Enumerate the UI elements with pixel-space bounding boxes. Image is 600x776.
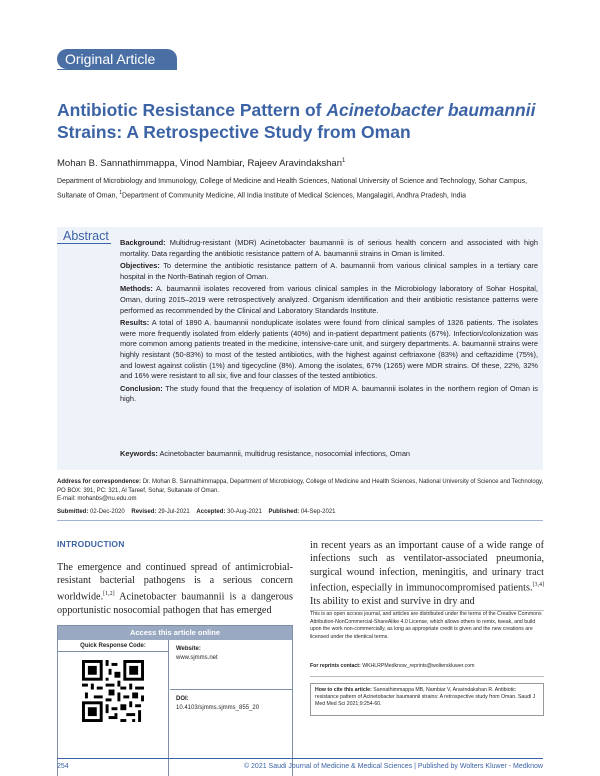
intro-left-text-2: Acinetobacter baumannii is a dangerous opportunistic nosocomial pathogen that has emerged xyxy=(57,591,293,616)
article-info-column xyxy=(170,640,292,776)
submitted-label: Submitted: xyxy=(57,509,89,515)
website-row xyxy=(170,640,292,690)
background-text: Multidrug-resistant (MDR) Acinetobacter baumannii is of serious health concern and associated with high mortality. Data regarding the antibiotic resistance pattern of A. baumannii strains in Oman is limited. xyxy=(120,238,538,258)
qr-label: Quick Response Code: xyxy=(58,640,168,652)
methods-text: A. baumannii isolates recovered from various clinical samples in the Microbiology laboratory of Sohar Hospital, Oman, during 2015–2019 were retrospectively analyzed. Organism identification and their antibiotic resistance patterns were performed as recommended by the Clinical and Laboratory Standards Institute. xyxy=(120,284,538,315)
keywords xyxy=(120,449,538,459)
results-label: Results: xyxy=(120,318,150,328)
submitted-date: 02-Dec-2020 xyxy=(90,509,125,515)
article-dates xyxy=(57,509,336,515)
objectives-text: To determine the antibiotic resistance pattern of A. baumannii from various clinical samples in a tertiary care hospital in the North-Batinah region of Oman. xyxy=(120,261,538,281)
doi-link[interactable]: 10.4103/sjmms.sjmms_855_20 xyxy=(176,705,260,711)
results-text: A total of 1890 A. baumannii nonduplicate isolates were found from clinical samples of 1326 patients. The isolates were more frequently isolated from elderly patients (40%) and in-patient department patients (67%). Infection/colonization was more common among patients treated in the medicine, intensive-care unit, and surgery departments. A. baumannii strains were highly resistant (50-83%) to most of the tested antibiotics, with the highest against ceftriaxone (83%) and ceftazidime (75%), and lowest against colistin (1%) and tigecycline (8%). Among the isolates, 67% (1265) were MDR strains. Of these, 22%, 32% and 16% were resistant to all six, five and four classes of the tested antibiotics. xyxy=(120,318,538,381)
citation-box xyxy=(310,683,544,716)
keywords-label: Keywords: xyxy=(120,449,158,458)
intro-right-text-2: Its ability to exist and survive in dry and xyxy=(310,596,475,608)
abstract-background xyxy=(120,238,538,259)
background-label: Background: xyxy=(120,238,166,247)
correspondence xyxy=(57,478,547,504)
introduction-heading: INTRODUCTION xyxy=(57,539,125,549)
journal-footer: © 2021 Saudi Journal of Medicine & Medical Sciences | Published by Wolters Kluwer - Medknow xyxy=(243,763,543,770)
article-title xyxy=(57,99,557,143)
abstract-conclusion xyxy=(120,384,538,405)
qr-code-icon[interactable] xyxy=(82,660,144,722)
cite-text: Sannathimmappa MB, Nambiar V, Aravindakshan R. Antibiotic resistance pattern of Acinetobacter baumannii strains: A retrospective study from Oman. Saudi J Med Med Sci 2021;9:254-60. xyxy=(315,687,536,708)
abstract-label: Abstract xyxy=(63,229,109,243)
title-part-2: Strains: A Retrospective Study from Oman xyxy=(57,122,411,142)
intro-right-citation[interactable]: [3,4] xyxy=(532,582,544,589)
abstract-methods xyxy=(120,284,538,316)
affiliations xyxy=(57,177,557,202)
intro-right-text-1: in recent years as an important cause of a wide range of infections such as ventilator-associated pneumonia, surgical wound infection, meningitis, and urinary tract infection, especially in immunocompromised patients. xyxy=(310,540,544,594)
correspondence-label: Address for correspondence: xyxy=(57,479,142,485)
accepted-label: Accepted: xyxy=(196,509,226,515)
affiliation-1: Department of Microbiology and Immunology, College of Medicine and Health Sciences, National University of Science and Technology, Sohar Campus, Sultanate of Oman, xyxy=(57,178,528,200)
methods-label: Methods: xyxy=(120,284,153,294)
revised-date: 29-Jul-2021 xyxy=(158,509,190,515)
correspondence-email[interactable]: E-mail: mohanbs@nu.edu.om xyxy=(57,496,137,503)
reprints-label: For reprints contact: xyxy=(310,663,361,669)
author-affil-sup: 1 xyxy=(342,158,346,164)
website-link[interactable]: www.sjmms.net xyxy=(176,655,218,661)
access-online-box xyxy=(57,625,293,776)
affiliation-2: Department of Community Medicine, All India Institute of Medical Sciences, Mangalagiri, Andhra Pradesh, India xyxy=(122,192,467,200)
website-label: Website: xyxy=(176,646,201,652)
reprints-email[interactable]: WKHLRPMedknow_reprints@wolterskluwer.com xyxy=(362,663,475,669)
intro-right-column xyxy=(310,539,544,608)
title-organism: Acinetobacter baumannii xyxy=(326,100,536,120)
intro-left-column xyxy=(57,561,293,617)
published-label: Published: xyxy=(268,509,300,515)
intro-left-citation[interactable]: [1,2] xyxy=(103,590,115,597)
abstract-objectives xyxy=(120,261,538,282)
qr-column xyxy=(58,640,169,776)
intro-left-text-1: The emergence and continued spread of antimicrobial-resistant bacterial pathogens is a serious concern worldwide. xyxy=(57,562,293,603)
accepted-date: 30-Aug-2021 xyxy=(227,509,262,515)
cite-label: How to cite this article: xyxy=(315,687,372,693)
affiliation-sup: 1 xyxy=(119,189,123,196)
badge-underline xyxy=(57,69,177,70)
conclusion-text: The study found that the frequency of isolation of MDR A. baumannii isolates in the northern region of Oman is high. xyxy=(120,383,539,404)
access-heading: Access this article online xyxy=(58,626,292,640)
section-divider xyxy=(57,520,543,521)
author-list xyxy=(57,158,345,169)
footer-rule xyxy=(57,758,543,759)
abstract-label-rule xyxy=(57,243,111,244)
reprints-info xyxy=(310,663,544,669)
conclusion-label: Conclusion: xyxy=(120,383,163,393)
page-number: 254 xyxy=(57,763,69,770)
title-part-1: Antibiotic Resistance Pattern of xyxy=(57,100,327,120)
abstract-results xyxy=(120,318,538,382)
license-text: This is an open access journal, and articles are distributed under the terms of the Creative Commons Attribution-NonCommercial-ShareAlike 4.0 License, which allows others to remix, tweak, and build upon the work non-commercially, as long as appropriate credit is given and the new creations are licensed under the identical terms. xyxy=(310,611,542,640)
revised-label: Revised: xyxy=(131,509,157,515)
reprints-rule xyxy=(310,676,544,677)
keywords-text: Acinetobacter baumannii, multidrug resistance, nosocomial infections, Oman xyxy=(159,449,411,458)
correspondence-text: Dr. Mohan B. Sannathimmappa, Department of Microbiology, College of Medicine and Health Sciences, National University of Science and Technology, PO BOX: 391, PC: 321, Al Tareef, Sohar, Sultanate of Oman. xyxy=(57,479,544,494)
published-date: 04-Sep-2021 xyxy=(300,509,336,515)
abstract-body xyxy=(120,238,538,407)
author-names: Mohan B. Sannathimmappa, Vinod Nambiar, Rajeev Aravindakshan xyxy=(57,158,342,170)
objectives-label: Objectives: xyxy=(120,261,160,271)
doi-label: DOI: xyxy=(176,696,189,702)
doi-row xyxy=(170,690,292,740)
article-type-badge: Original Article xyxy=(57,49,177,69)
